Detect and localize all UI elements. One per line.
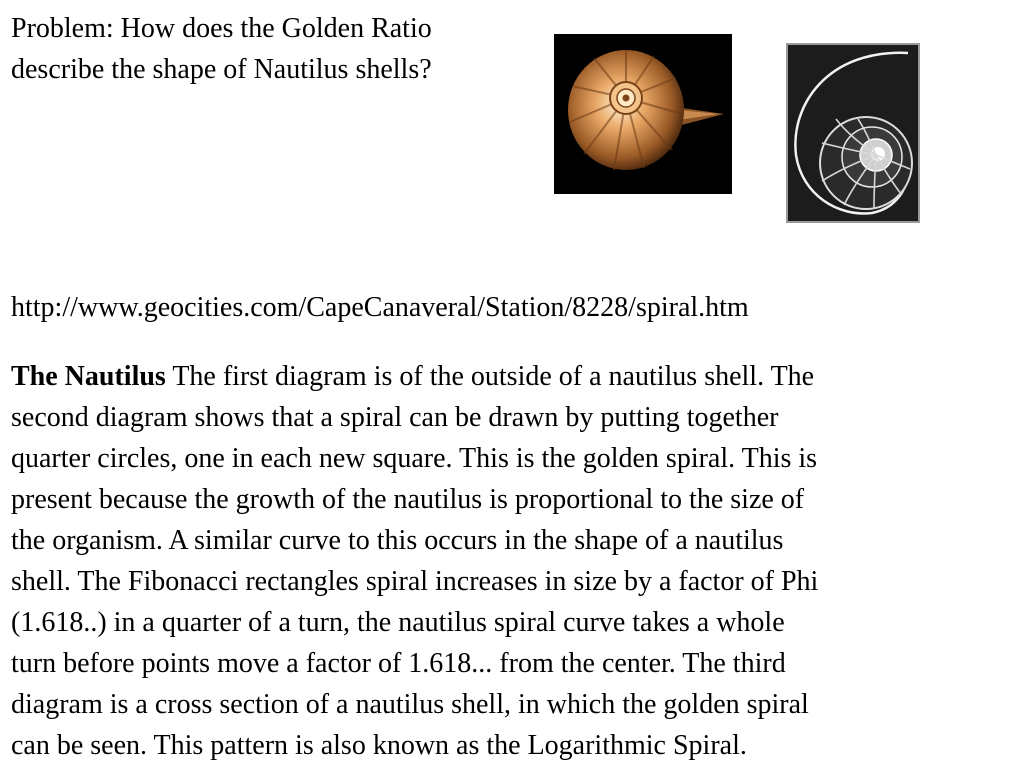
- problem-heading: [11, 8, 551, 90]
- article-line: present because the growth of the nautilus is proportional to the size of: [11, 484, 805, 515]
- article-line: (1.618..) in a quarter of a turn, the nautilus spiral curve takes a whole: [11, 607, 785, 638]
- article-line: diagram is a cross section of a nautilus shell, in which the golden spiral: [11, 689, 809, 720]
- article-line: can be seen. This pattern is also known as the Logarithmic Spiral.: [11, 730, 747, 761]
- article-line: turn before points move a factor of 1.618... from the center. The third: [11, 648, 786, 679]
- article-line: quarter circles, one in each new square. This is the golden spiral. This is: [11, 443, 818, 474]
- source-url: http://www.geocities.com/CapeCanaveral/Station/8228/spiral.htm: [11, 292, 749, 323]
- article-line: The first diagram is of the outside of a nautilus shell. The: [165, 361, 815, 392]
- article-line: the organism. A similar curve to this occurs in the shape of a nautilus: [11, 525, 784, 556]
- nautilus-cross-section-image: [786, 43, 920, 223]
- article-line: shell. The Fibonacci rectangles spiral increases in size by a factor of Phi: [11, 566, 819, 597]
- article-title: The Nautilus: [11, 361, 166, 392]
- problem-line-1: Problem: How does the Golden Ratio: [11, 13, 432, 44]
- nautilus-cross-section-icon: [788, 45, 918, 221]
- article-line: second diagram shows that a spiral can be drawn by putting together: [11, 402, 779, 433]
- nautilus-shell-outside-icon: [554, 34, 732, 194]
- nautilus-shell-outside-image: [554, 34, 732, 194]
- problem-line-2: describe the shape of Nautilus shells?: [11, 54, 432, 85]
- article-paragraph: [11, 356, 1015, 766]
